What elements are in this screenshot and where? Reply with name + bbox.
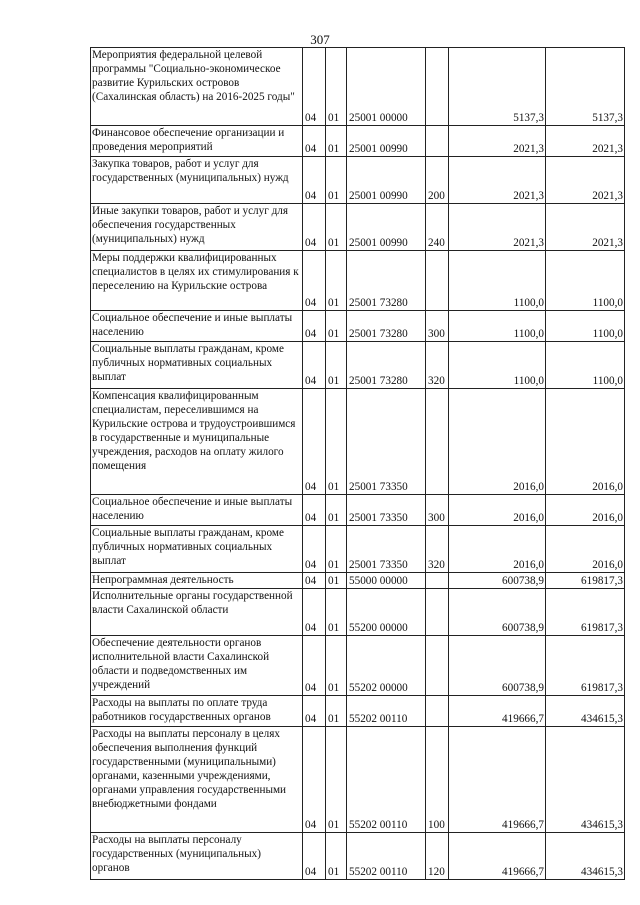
- row-amount-year1: 419666,7: [449, 727, 546, 833]
- row-name: Обеспечение деятельности органов исполнительной власти Сахалинской области и подведомственных им учреждений: [91, 636, 303, 696]
- row-target-article: 25001 73280: [347, 342, 426, 389]
- row-amount-year2: 2021,3: [546, 126, 625, 157]
- row-expense-type: 120: [426, 833, 449, 880]
- row-target-article: 25001 00990: [347, 157, 426, 204]
- table-row: [91, 589, 625, 636]
- row-amount-year2: 1100,0: [546, 251, 625, 311]
- table-row: [91, 126, 625, 157]
- row-section: 04: [303, 48, 326, 126]
- table-row: [91, 204, 625, 251]
- row-expense-type: 240: [426, 204, 449, 251]
- row-subsection: 01: [326, 48, 347, 126]
- row-target-article: 25001 73350: [347, 526, 426, 573]
- page-number: 307: [310, 32, 330, 47]
- row-expense-type: [426, 573, 449, 589]
- row-section: 04: [303, 204, 326, 251]
- row-target-article: 55202 00110: [347, 727, 426, 833]
- row-target-article: 25001 73280: [347, 251, 426, 311]
- row-subsection: 01: [326, 126, 347, 157]
- row-subsection: 01: [326, 389, 347, 495]
- row-expense-type: 320: [426, 526, 449, 573]
- row-amount-year2: 434615,3: [546, 833, 625, 880]
- row-amount-year1: 1100,0: [449, 311, 546, 342]
- row-amount-year1: 2016,0: [449, 495, 546, 526]
- row-target-article: 25001 73350: [347, 389, 426, 495]
- row-amount-year2: 434615,3: [546, 727, 625, 833]
- row-name: Финансовое обеспечение организации и проведения мероприятий: [91, 126, 303, 157]
- row-expense-type: 100: [426, 727, 449, 833]
- row-expense-type: 300: [426, 311, 449, 342]
- row-expense-type: [426, 636, 449, 696]
- row-name: Социальное обеспечение и иные выплаты населению: [91, 311, 303, 342]
- row-amount-year1: 2016,0: [449, 389, 546, 495]
- row-amount-year2: 2016,0: [546, 526, 625, 573]
- table-row: [91, 311, 625, 342]
- row-expense-type: 320: [426, 342, 449, 389]
- row-amount-year1: 419666,7: [449, 833, 546, 880]
- row-amount-year1: 419666,7: [449, 696, 546, 727]
- row-target-article: 25001 00990: [347, 126, 426, 157]
- row-section: 04: [303, 126, 326, 157]
- row-target-article: 55200 00000: [347, 589, 426, 636]
- row-amount-year2: 1100,0: [546, 342, 625, 389]
- row-name: Расходы на выплаты персоналу государственных (муниципальных) органов: [91, 833, 303, 880]
- row-expense-type: [426, 251, 449, 311]
- row-name: Социальное обеспечение и иные выплаты населению: [91, 495, 303, 526]
- row-amount-year1: 2021,3: [449, 157, 546, 204]
- row-expense-type: [426, 696, 449, 727]
- table-row: [91, 833, 625, 880]
- row-section: 04: [303, 727, 326, 833]
- row-subsection: 01: [326, 204, 347, 251]
- row-subsection: 01: [326, 157, 347, 204]
- row-section: 04: [303, 342, 326, 389]
- table-row: [91, 636, 625, 696]
- row-section: 04: [303, 589, 326, 636]
- row-name: Расходы на выплаты по оплате труда работников государственных органов: [91, 696, 303, 727]
- table-row: [91, 526, 625, 573]
- row-amount-year2: 619817,3: [546, 589, 625, 636]
- row-amount-year2: 2021,3: [546, 204, 625, 251]
- row-amount-year1: 600738,9: [449, 573, 546, 589]
- table-row: [91, 48, 625, 126]
- table-row: [91, 342, 625, 389]
- row-expense-type: [426, 126, 449, 157]
- table-row: [91, 157, 625, 204]
- row-amount-year2: 619817,3: [546, 636, 625, 696]
- table-row: [91, 251, 625, 311]
- row-name: Иные закупки товаров, работ и услуг для обеспечения государственных (муниципальных) нужд: [91, 204, 303, 251]
- row-section: 04: [303, 696, 326, 727]
- row-target-article: 55202 00110: [347, 696, 426, 727]
- row-subsection: 01: [326, 696, 347, 727]
- row-expense-type: [426, 589, 449, 636]
- row-target-article: 25001 00000: [347, 48, 426, 126]
- budget-table: [90, 47, 625, 880]
- table-row: [91, 727, 625, 833]
- row-name: Социальные выплаты гражданам, кроме публичных нормативных социальных выплат: [91, 526, 303, 573]
- row-subsection: 01: [326, 342, 347, 389]
- row-amount-year2: 1100,0: [546, 311, 625, 342]
- row-section: 04: [303, 311, 326, 342]
- row-subsection: 01: [326, 251, 347, 311]
- row-target-article: 25001 73280: [347, 311, 426, 342]
- row-name: Непрограммная деятельность: [91, 573, 303, 589]
- row-target-article: 25001 00990: [347, 204, 426, 251]
- row-subsection: 01: [326, 526, 347, 573]
- row-target-article: 25001 73350: [347, 495, 426, 526]
- row-name: Расходы на выплаты персоналу в целях обеспечения выполнения функций государственными (муниципальными) органами, казенными учреждениями, органами управления государственными внебюджетными фондами: [91, 727, 303, 833]
- row-name: Компенсация квалифицированным специалистам, переселившимся на Курильские острова и трудоустроившимся в государственные и муниципальные учреждения, расходов на оплату жилого помещения: [91, 389, 303, 495]
- row-subsection: 01: [326, 495, 347, 526]
- row-expense-type: 300: [426, 495, 449, 526]
- row-expense-type: [426, 389, 449, 495]
- row-subsection: 01: [326, 573, 347, 589]
- row-amount-year2: 434615,3: [546, 696, 625, 727]
- row-section: 04: [303, 636, 326, 696]
- row-target-article: 55202 00000: [347, 636, 426, 696]
- row-section: 04: [303, 389, 326, 495]
- table-row: [91, 389, 625, 495]
- row-amount-year1: 2021,3: [449, 126, 546, 157]
- row-expense-type: 200: [426, 157, 449, 204]
- row-section: 04: [303, 833, 326, 880]
- row-section: 04: [303, 573, 326, 589]
- row-section: 04: [303, 495, 326, 526]
- row-target-article: 55202 00110: [347, 833, 426, 880]
- row-amount-year1: 600738,9: [449, 589, 546, 636]
- row-expense-type: [426, 48, 449, 126]
- row-subsection: 01: [326, 589, 347, 636]
- table-row: [91, 573, 625, 589]
- row-section: 04: [303, 251, 326, 311]
- row-subsection: 01: [326, 727, 347, 833]
- row-target-article: 55000 00000: [347, 573, 426, 589]
- row-amount-year2: 619817,3: [546, 573, 625, 589]
- row-name: Социальные выплаты гражданам, кроме публичных нормативных социальных выплат: [91, 342, 303, 389]
- row-amount-year1: 600738,9: [449, 636, 546, 696]
- row-subsection: 01: [326, 311, 347, 342]
- row-amount-year2: 5137,3: [546, 48, 625, 126]
- row-amount-year1: 2021,3: [449, 204, 546, 251]
- row-amount-year2: 2016,0: [546, 495, 625, 526]
- row-amount-year1: 5137,3: [449, 48, 546, 126]
- row-name: Закупка товаров, работ и услуг для государственных (муниципальных) нужд: [91, 157, 303, 204]
- row-subsection: 01: [326, 636, 347, 696]
- row-amount-year2: 2021,3: [546, 157, 625, 204]
- row-name: Исполнительные органы государственной власти Сахалинской области: [91, 589, 303, 636]
- row-name: Меры поддержки квалифицированных специалистов в целях их стимулирования к переселению на Курильские острова: [91, 251, 303, 311]
- table-row: [91, 495, 625, 526]
- row-subsection: 01: [326, 833, 347, 880]
- table-row: [91, 696, 625, 727]
- row-amount-year2: 2016,0: [546, 389, 625, 495]
- row-name: Мероприятия федеральной целевой программы "Социально-экономическое развитие Курильских островов (Сахалинская область) на 2016-2025 годы": [91, 48, 303, 126]
- row-section: 04: [303, 157, 326, 204]
- row-amount-year1: 1100,0: [449, 251, 546, 311]
- row-amount-year1: 1100,0: [449, 342, 546, 389]
- row-amount-year1: 2016,0: [449, 526, 546, 573]
- row-section: 04: [303, 526, 326, 573]
